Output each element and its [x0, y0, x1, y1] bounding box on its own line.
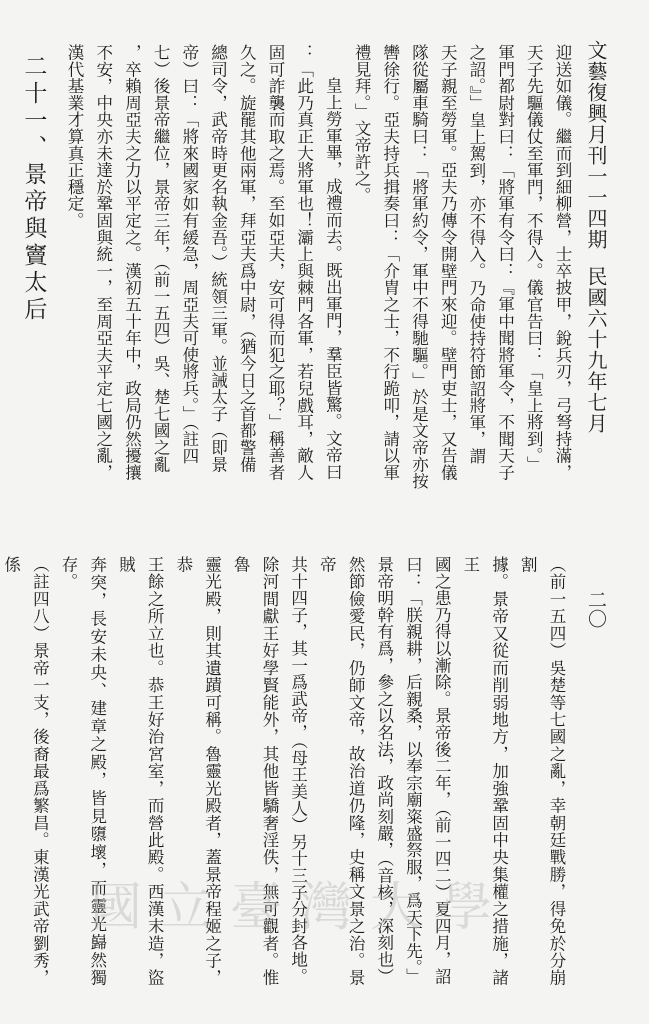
text-column: 久之。旋罷其他兩軍，拜亞夫爲中尉，（猶今日之首都警備 [237, 44, 257, 473]
top-text-block [20, 44, 576, 504]
text-column: 天子親至勞軍。亞夫乃傳令開壁門來迎。壁門吏士，又告儀 [438, 44, 458, 481]
text-column: 帝）曰：「將來國家如有緩急，周亞夫可使將兵。」（註四 [179, 44, 199, 465]
text-column: ，卒賴周亞夫之力以平定之。漢初五十年中，政局仍然擾攘 [122, 44, 142, 481]
text-column: （前一五四）吳楚等七國之亂，幸朝廷戰勝，得免於分崩割 [518, 556, 566, 986]
text-column: 天子先驅儀仗至軍門，不得入。儀官告曰：「皇上將到。」 [524, 44, 544, 473]
page-number: 二〇 [585, 590, 607, 628]
text-column: 然節儉愛民，仍師文帝，故治道仍隆，史稱文景之治。景帝 [317, 556, 366, 986]
text-column: 禮見拜。」文帝許之。 [352, 44, 372, 204]
text-column: 固可詐襲而取之焉。至如亞夫，安可得而犯之耶？」稱善者 [265, 44, 285, 481]
text-column: 軍門都尉對曰：「將軍有令曰：『軍中聞將軍令，不聞天子 [495, 44, 515, 481]
text-column: 轡徐行。亞夫持兵揖奏曰：「介胄之士，不行跪叩，請以軍 [380, 44, 400, 481]
text-column: 皇上勞軍畢，成禮而去。既出軍門，羣臣皆驚。文帝曰 [323, 77, 343, 481]
text-column: 靈光殿，則其遺蹟可稱。魯靈光殿者，蓋景帝程姬之子，恭 [173, 556, 222, 986]
text-column: 隊從屬車騎曰：「將軍約令，軍中不得馳驅。」於是文帝亦按 [409, 44, 429, 490]
bottom-text-block [1, 556, 570, 986]
section-heading: 二十一、景帝與竇太后 [20, 54, 47, 324]
issue-date: 民國六十九年七月 [584, 266, 608, 434]
text-column: 國之患乃得以漸除。景帝後二年，（前一四二）夏四月，詔 [432, 556, 452, 985]
journal-title: 文藝復興月刊一一四期 [584, 40, 608, 250]
text-column: 共十四子，其一爲武帝，（母王美人）另十三子分封各地。 [288, 556, 308, 985]
text-column: 奔突，長安未央、建章之殿，皆見隳壞，而靈光巋然獨存。 [59, 556, 107, 986]
running-header [578, 40, 612, 520]
text-column: 景帝明幹有爲，參之以名法，政尚刻嚴，（音核，深刻也） [374, 556, 394, 985]
text-column: 迎送如儀。繼而到細柳營，士卒披甲，銳兵刃，弓弩持滿， [553, 44, 572, 481]
text-column: 除河間獻王好學賢能外，其他皆驕奢淫佚，無可觀者。惟魯 [231, 556, 279, 986]
library-watermark: 國立臺灣大學 [90, 878, 511, 938]
text-column: 不安，中央亦未達於鞏固與統一，至周亞夫平定七國之亂， [93, 44, 113, 481]
text-column: 漢代基業才算真正穩定。 [65, 44, 85, 229]
text-column: 總司令，武帝時更名執金吾。）統領三軍。並誡太子（即景 [208, 44, 228, 473]
text-column: 王餘之所立也。恭王好治宮室，而營此殿。西漢末造，盜賊 [116, 556, 165, 986]
text-column: （註四八）景帝一支，後裔最爲繁昌。東漢光武帝劉秀，係 [1, 556, 50, 986]
text-column: ：「此乃真正大將軍也！灞上與棘門各軍，若兒戲耳，敵人 [294, 44, 314, 481]
text-column [0, 44, 1, 504]
text-column: 之詔。』」皇上駕到，亦不得入。乃命使持符節詔將軍，謂 [466, 44, 486, 465]
text-column: 曰：「朕親耕，后親桑，以奉宗廟粢盛祭服，爲天下先。」 [403, 556, 423, 985]
text-column: 七）後景帝繼位，景帝三年，（前一五四）吳、楚七國之亂 [151, 44, 171, 473]
text-column: 據。景帝又從而削弱地方，加強鞏固中央集權之措施，諸王 [460, 556, 509, 986]
